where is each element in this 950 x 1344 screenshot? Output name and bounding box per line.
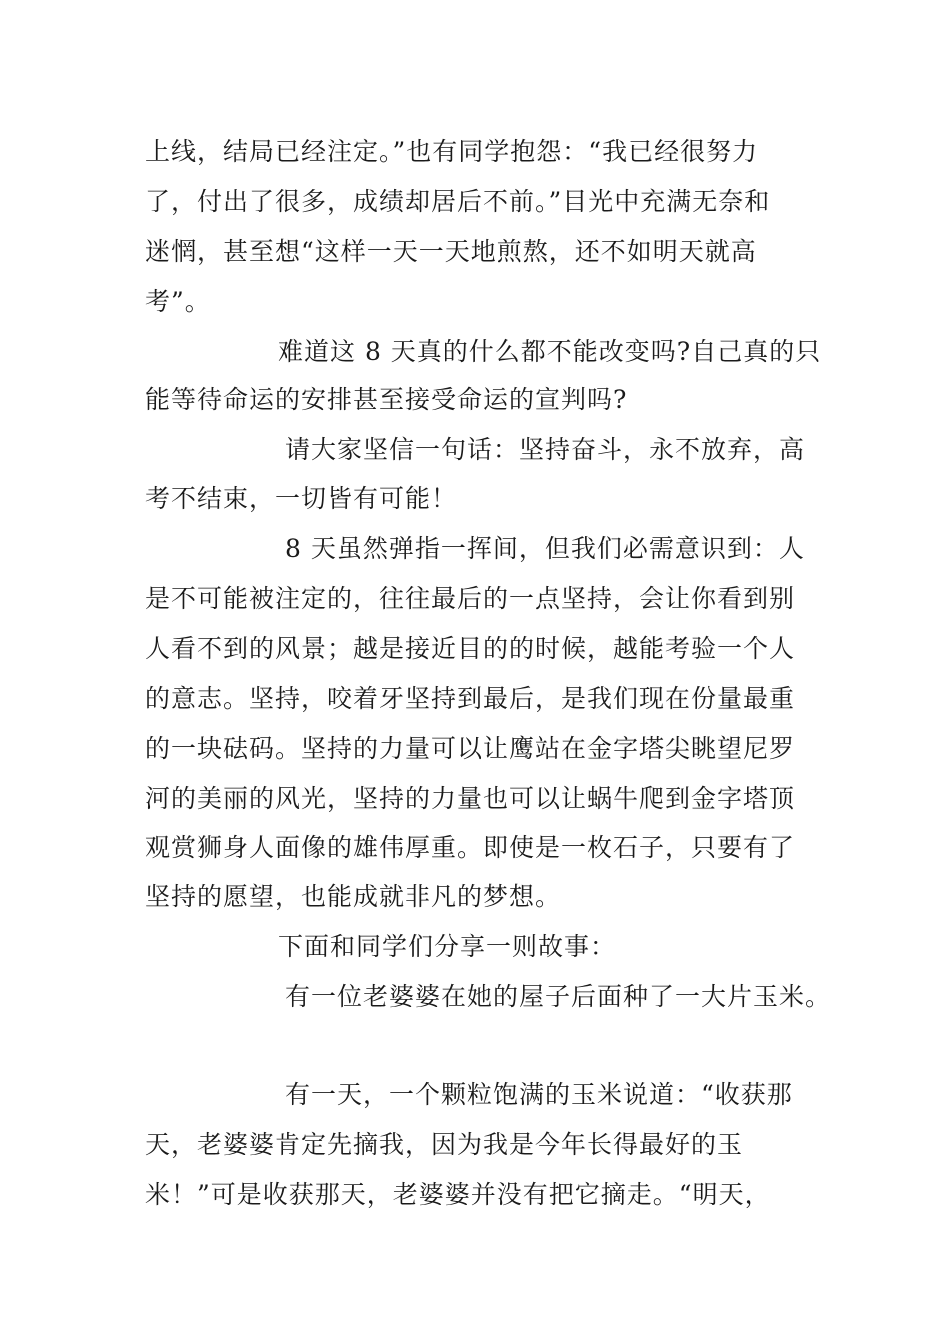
text-line: 天，老婆婆肯定先摘我，因为我是今年长得最好的玉 bbox=[145, 1130, 744, 1159]
text-line: 坚持的愿望，也能成就非凡的梦想。 bbox=[145, 882, 562, 911]
text-line: 了，付出了很多，成绩却居后不前。”目光中充满无奈和 bbox=[145, 187, 771, 216]
paragraph-start: 请大家坚信一句话：坚持奋斗，永不放弃，高 bbox=[285, 435, 806, 464]
paragraph-start: 有一位老婆婆在她的屋子后面种了一大片玉米。 bbox=[285, 982, 832, 1011]
text-line: 考”。 bbox=[145, 287, 211, 316]
text-line: 考不结束，一切皆有可能！ bbox=[145, 484, 458, 513]
text-line: 迷惘，甚至想“这样一天一天地煎熬，还不如明天就高 bbox=[145, 237, 757, 266]
paragraph-start: 8 天虽然弹指一挥间，但我们必需意识到：人 bbox=[285, 534, 805, 563]
text-line: 上线，结局已经注定。”也有同学抱怨：“我已经很努力 bbox=[145, 137, 759, 166]
text-line: 的意志。坚持，咬着牙坚持到最后，是我们现在份量最重 bbox=[145, 684, 796, 713]
paragraph-start: 难道这 8 天真的什么都不能改变吗?自己真的只 bbox=[278, 337, 822, 366]
text-line: 是不可能被注定的，往往最后的一点坚持，会让你看到别 bbox=[145, 584, 796, 613]
paragraph-start: 下面和同学们分享一则故事： bbox=[278, 932, 617, 961]
text-line: 能等待命运的安排甚至接受命运的宣判吗? bbox=[145, 385, 628, 414]
text-line: 河的美丽的风光，坚持的力量也可以让蜗牛爬到金字塔顶 bbox=[145, 784, 796, 813]
text-line: 人看不到的风景；越是接近目的的时候，越能考验一个人 bbox=[145, 634, 796, 663]
paragraph-start: 有一天，一个颗粒饱满的玉米说道：“收获那 bbox=[285, 1080, 793, 1109]
text-line: 观赏狮身人面像的雄伟厚重。即使是一枚石子，只要有了 bbox=[145, 833, 796, 862]
text-line: 的一块砝码。坚持的力量可以让鹰站在金字塔尖眺望尼罗 bbox=[145, 734, 796, 763]
text-line: 米！”可是收获那天，老婆婆并没有把它摘走。“明天， bbox=[145, 1180, 771, 1209]
